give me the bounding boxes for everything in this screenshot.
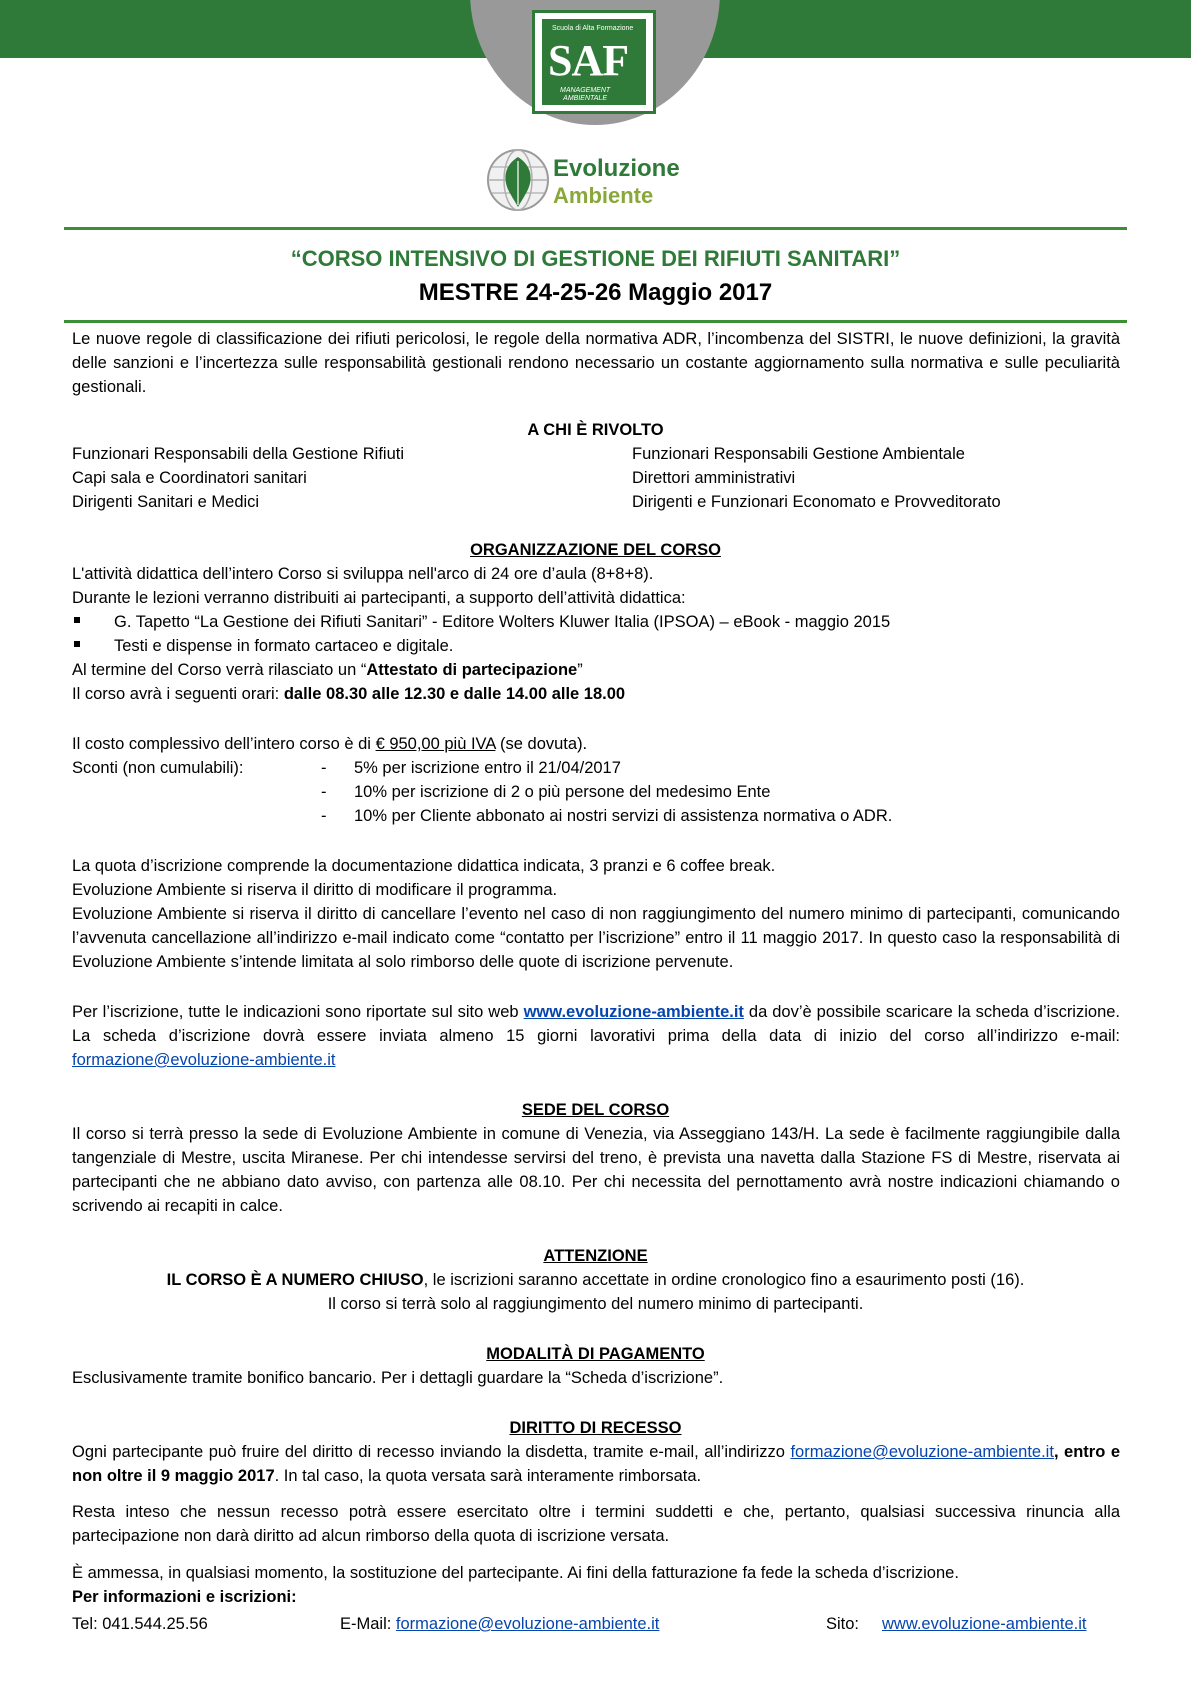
brand-ambiente: Ambiente (553, 183, 654, 208)
attention-line-2: Il corso si terrà solo al raggiungimento del numero minimo di partecipanti. (327, 1295, 864, 1313)
footer-label: Per informazioni e iscrizioni: (72, 1588, 297, 1606)
organization-bullet-1: G. Tapetto “La Gestione dei Rifiuti Sanitari” - Editore Wolters Kluwer Italia (IPSOA) – eBook - maggio 2015 (114, 613, 891, 631)
intro-paragraph: Le nuove regole di classificazione dei rifiuti pericolosi, le regole della normativa ADR, l’incombenza del SISTRI, le nuove definizioni, la gravità delle sanzioni e l’incertezza sulle responsabilità gestionali rendono necessario un costante aggiornamento sulla normativa e sulle peculiarità gestionali. (72, 330, 1120, 396)
attention-heading: ATTENZIONE (543, 1247, 648, 1265)
sconti-label: Sconti (non cumulabili): (72, 759, 244, 777)
info-p4: Per l’iscrizione, tutte le indicazioni sono riportate sul sito web www.evoluzione-ambiente.it da dov’è possibile scaricare la scheda d’iscrizione. La scheda d’iscrizione dovrà essere inviata almeno 15 giorni lavorativi prima della data di inizio del corso all’indirizzo e-mail: formazione@evoluzione-ambiente.it (72, 1003, 1121, 1069)
saf-school-text: Scuola di Alta Formazione (552, 25, 634, 32)
withdrawal-p2: Resta inteso che nessun recesso potrà essere esercitato oltre i termini suddetti e che, pertanto, qualsiasi successiva rinuncia alla partecipazione non darà diritto ad alcun rimborso della quota di iscrizione versata. (72, 1503, 1120, 1545)
globe-leaf-icon (483, 145, 553, 215)
organization-line-1: L'attività didattica dell’intero Corso si sviluppa nell'arco di 24 ore d’aula (8+8+8). (72, 565, 654, 583)
audience-right-3: Dirigenti e Funzionari Economato e Provveditorato (632, 493, 1001, 511)
withdrawal-heading: DIRITTO DI RECESSO (509, 1419, 682, 1437)
divider-bottom (64, 320, 1127, 323)
bullet-marker (74, 617, 80, 623)
course-subtitle: MESTRE 24-25-26 Maggio 2017 (418, 279, 773, 306)
course-title: “CORSO INTENSIVO DI GESTIONE DEI RIFIUTI SANITARI” (290, 246, 901, 271)
payment-text: Esclusivamente tramite bonifico bancario. Per i dettagli guardare la “Scheda d’iscrizione”. (72, 1369, 724, 1387)
divider-top (64, 227, 1127, 230)
discount-2: 10% per iscrizione di 2 o più persone del medesimo Ente (354, 783, 771, 801)
discount-dash: - (321, 759, 327, 777)
organization-heading: ORGANIZZAZIONE DEL CORSO (470, 541, 721, 559)
discount-dash: - (321, 783, 327, 801)
withdrawal-email-link[interactable]: formazione@evoluzione-ambiente.it (790, 1443, 1054, 1461)
footer-email: E-Mail: formazione@evoluzione-ambiente.it (340, 1615, 660, 1633)
info-p1: La quota d’iscrizione comprende la documentazione didattica indicata, 3 pranzi e 6 coffee break. (72, 857, 776, 875)
saf-letters: SAF (548, 36, 629, 85)
footer-site-link[interactable]: www.evoluzione-ambiente.it (882, 1615, 1087, 1633)
email-link[interactable]: formazione@evoluzione-ambiente.it (72, 1051, 336, 1069)
footer-site-label: Sito: (826, 1615, 860, 1633)
audience-right-1: Funzionari Responsabili Gestione Ambientale (632, 445, 965, 463)
audience-right-2: Direttori amministrativi (632, 469, 796, 487)
saf-logo (532, 10, 656, 114)
attention-line-1: IL CORSO È A NUMERO CHIUSO, le iscrizioni saranno accettate in ordine cronologico fino a esaurimento posti (16). (166, 1271, 1025, 1289)
withdrawal-p3: È ammessa, in qualsiasi momento, la sostituzione del partecipante. Ai fini della fatturazione fa fede la scheda d’iscrizione. (72, 1564, 959, 1582)
payment-heading: MODALITÀ DI PAGAMENTO (486, 1345, 705, 1363)
attestato-line: Al termine del Corso verrà rilasciato un “Attestato di partecipazione” (72, 661, 583, 679)
saf-subtitle: MANAGEMENT AMBIENTALE (560, 87, 611, 102)
audience-heading: A CHI È RIVOLTO (527, 421, 664, 439)
cost-line: Il costo complessivo dell’intero corso è di € 950,00 più IVA (se dovuta). (72, 735, 588, 753)
organization-bullet-2: Testi e dispense in formato cartaceo e digitale. (114, 637, 454, 655)
bullet-marker (74, 641, 80, 647)
orari-line: Il corso avrà i seguenti orari: dalle 08.30 alle 12.30 e dalle 14.00 alle 18.00 (72, 685, 626, 703)
website-link[interactable]: www.evoluzione-ambiente.it (523, 1003, 744, 1021)
evoluzione-ambiente-logo (483, 145, 703, 215)
info-p2: Evoluzione Ambiente si riserva il diritto di modificare il programma. (72, 881, 558, 899)
audience-left-1: Funzionari Responsabili della Gestione Rifiuti (72, 445, 405, 463)
audience-left-2: Capi sala e Coordinatori sanitari (72, 469, 307, 487)
footer-email-link[interactable]: formazione@evoluzione-ambiente.it (395, 1615, 660, 1633)
withdrawal-p1: Ogni partecipante può fruire del diritto di recesso inviando la disdetta, tramite e-mail, all’indirizzo formazione@evoluzione-ambiente.it, entro e non oltre il 9 maggio 2017. In tal caso, la quota versata sarà interamente rimborsata. (72, 1443, 1121, 1485)
organization-line-2: Durante le lezioni verranno distribuiti ai partecipanti, a supporto dell’attività didattica: (72, 589, 686, 607)
discount-3: 10% per Cliente abbonato ai nostri servizi di assistenza normativa o ADR. (354, 807, 893, 825)
discount-dash: - (321, 807, 327, 825)
venue-text: Il corso si terrà presso la sede di Evoluzione Ambiente in comune di Venezia, via Asseggiano 143/H. La sede è facilmente raggiungibile dalla tangenziale di Mestre, uscita Miranese. Per chi intendesse servirsi del treno, è prevista una navetta dalla Stazione FS di Mestre, riservata ai partecipanti che ne abbiano dato avviso, con partenza alle 08.10. Per chi necessita del pernottamento avrà nostre indicazioni chiamando o scrivendo ai recapiti in calce. (72, 1125, 1120, 1215)
info-p3: Evoluzione Ambiente si riserva il diritto di cancellare l’evento nel caso di non raggiungimento del numero minimo di partecipanti, comunicando l’avvenuta cancellazione all’indirizzo e-mail indicato come “contatto per l’iscrizione” entro il 11 maggio 2017. In questo caso la responsabilità di Evoluzione Ambiente s’intende limitata al solo rimborso delle quote di iscrizione pervenute. (72, 905, 1120, 971)
brand-evoluzione: Evoluzione (553, 155, 680, 182)
audience-left-3: Dirigenti Sanitari e Medici (72, 493, 260, 511)
discount-1: 5% per iscrizione entro il 21/04/2017 (354, 759, 621, 777)
venue-heading: SEDE DEL CORSO (521, 1101, 670, 1119)
footer-tel: Tel: 041.544.25.56 (72, 1615, 208, 1633)
